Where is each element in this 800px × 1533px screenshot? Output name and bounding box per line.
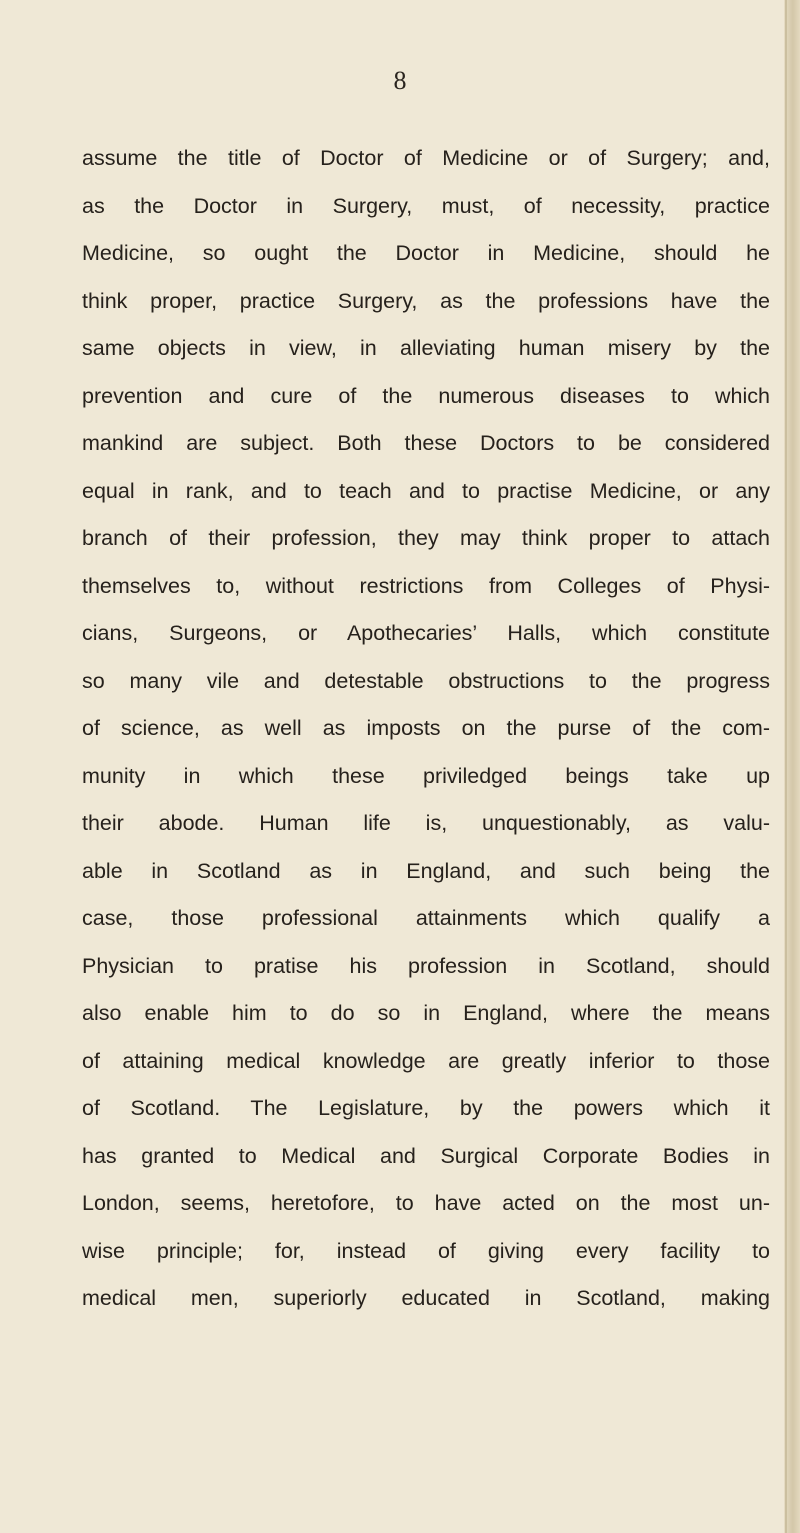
text-line: prevention and cure of the numerous diseases to which	[82, 383, 770, 408]
text-line: assume the title of Doctor of Medicine or of Surgery; and,	[82, 146, 770, 170]
page-number: 8	[393, 66, 407, 95]
text-line: think proper, practice Surgery, as the professions have the	[82, 288, 770, 313]
text-line: munity in which these priviledged beings take up	[82, 763, 770, 788]
text-line: same objects in view, in alleviating human misery by the	[82, 336, 770, 360]
text-line: Medicine, so ought the Doctor in Medicine, should he	[82, 241, 770, 265]
text-line: wise principle; for, instead of giving every facility to	[82, 1238, 770, 1263]
body-text	[82, 135, 770, 1323]
text-line: able in Scotland as in England, and such being the	[82, 858, 770, 883]
text-line: so many vile and detestable obstructions to the progress	[82, 668, 770, 693]
text-line: as the Doctor in Surgery, must, of necessity, practice	[82, 193, 770, 218]
text-line: branch of their profession, they may think proper to attach	[82, 526, 770, 550]
text-line: their abode. Human life is, unquestionably, as valu-	[82, 811, 770, 835]
page-edge-shadow	[785, 0, 787, 1533]
text-line: mankind are subject. Both these Doctors to be considered	[82, 431, 770, 455]
text-line: medical men, superiorly educated in Scotland, making	[82, 1286, 770, 1310]
text-line: London, seems, heretofore, to have acted on the most un-	[82, 1191, 770, 1215]
text-line: of attaining medical knowledge are greatly inferior to those	[82, 1048, 770, 1073]
text-line: themselves to, without restrictions from Colleges of Physi-	[82, 573, 770, 598]
text-line: of Scotland. The Legislature, by the powers which it	[82, 1096, 770, 1120]
text-line: cians, Surgeons, or Apothecaries’ Halls, which constitute	[82, 621, 770, 645]
text-line: also enable him to do so in England, where the means	[82, 1001, 770, 1025]
text-line: Physician to pratise his profession in Scotland, should	[82, 953, 770, 978]
text-line: has granted to Medical and Surgical Corporate Bodies in	[82, 1143, 770, 1168]
text-line: case, those professional attainments which qualify a	[82, 906, 770, 930]
text-line: of science, as well as imposts on the purse of the com-	[82, 716, 770, 740]
text-line: equal in rank, and to teach and to practise Medicine, or any	[82, 478, 770, 503]
